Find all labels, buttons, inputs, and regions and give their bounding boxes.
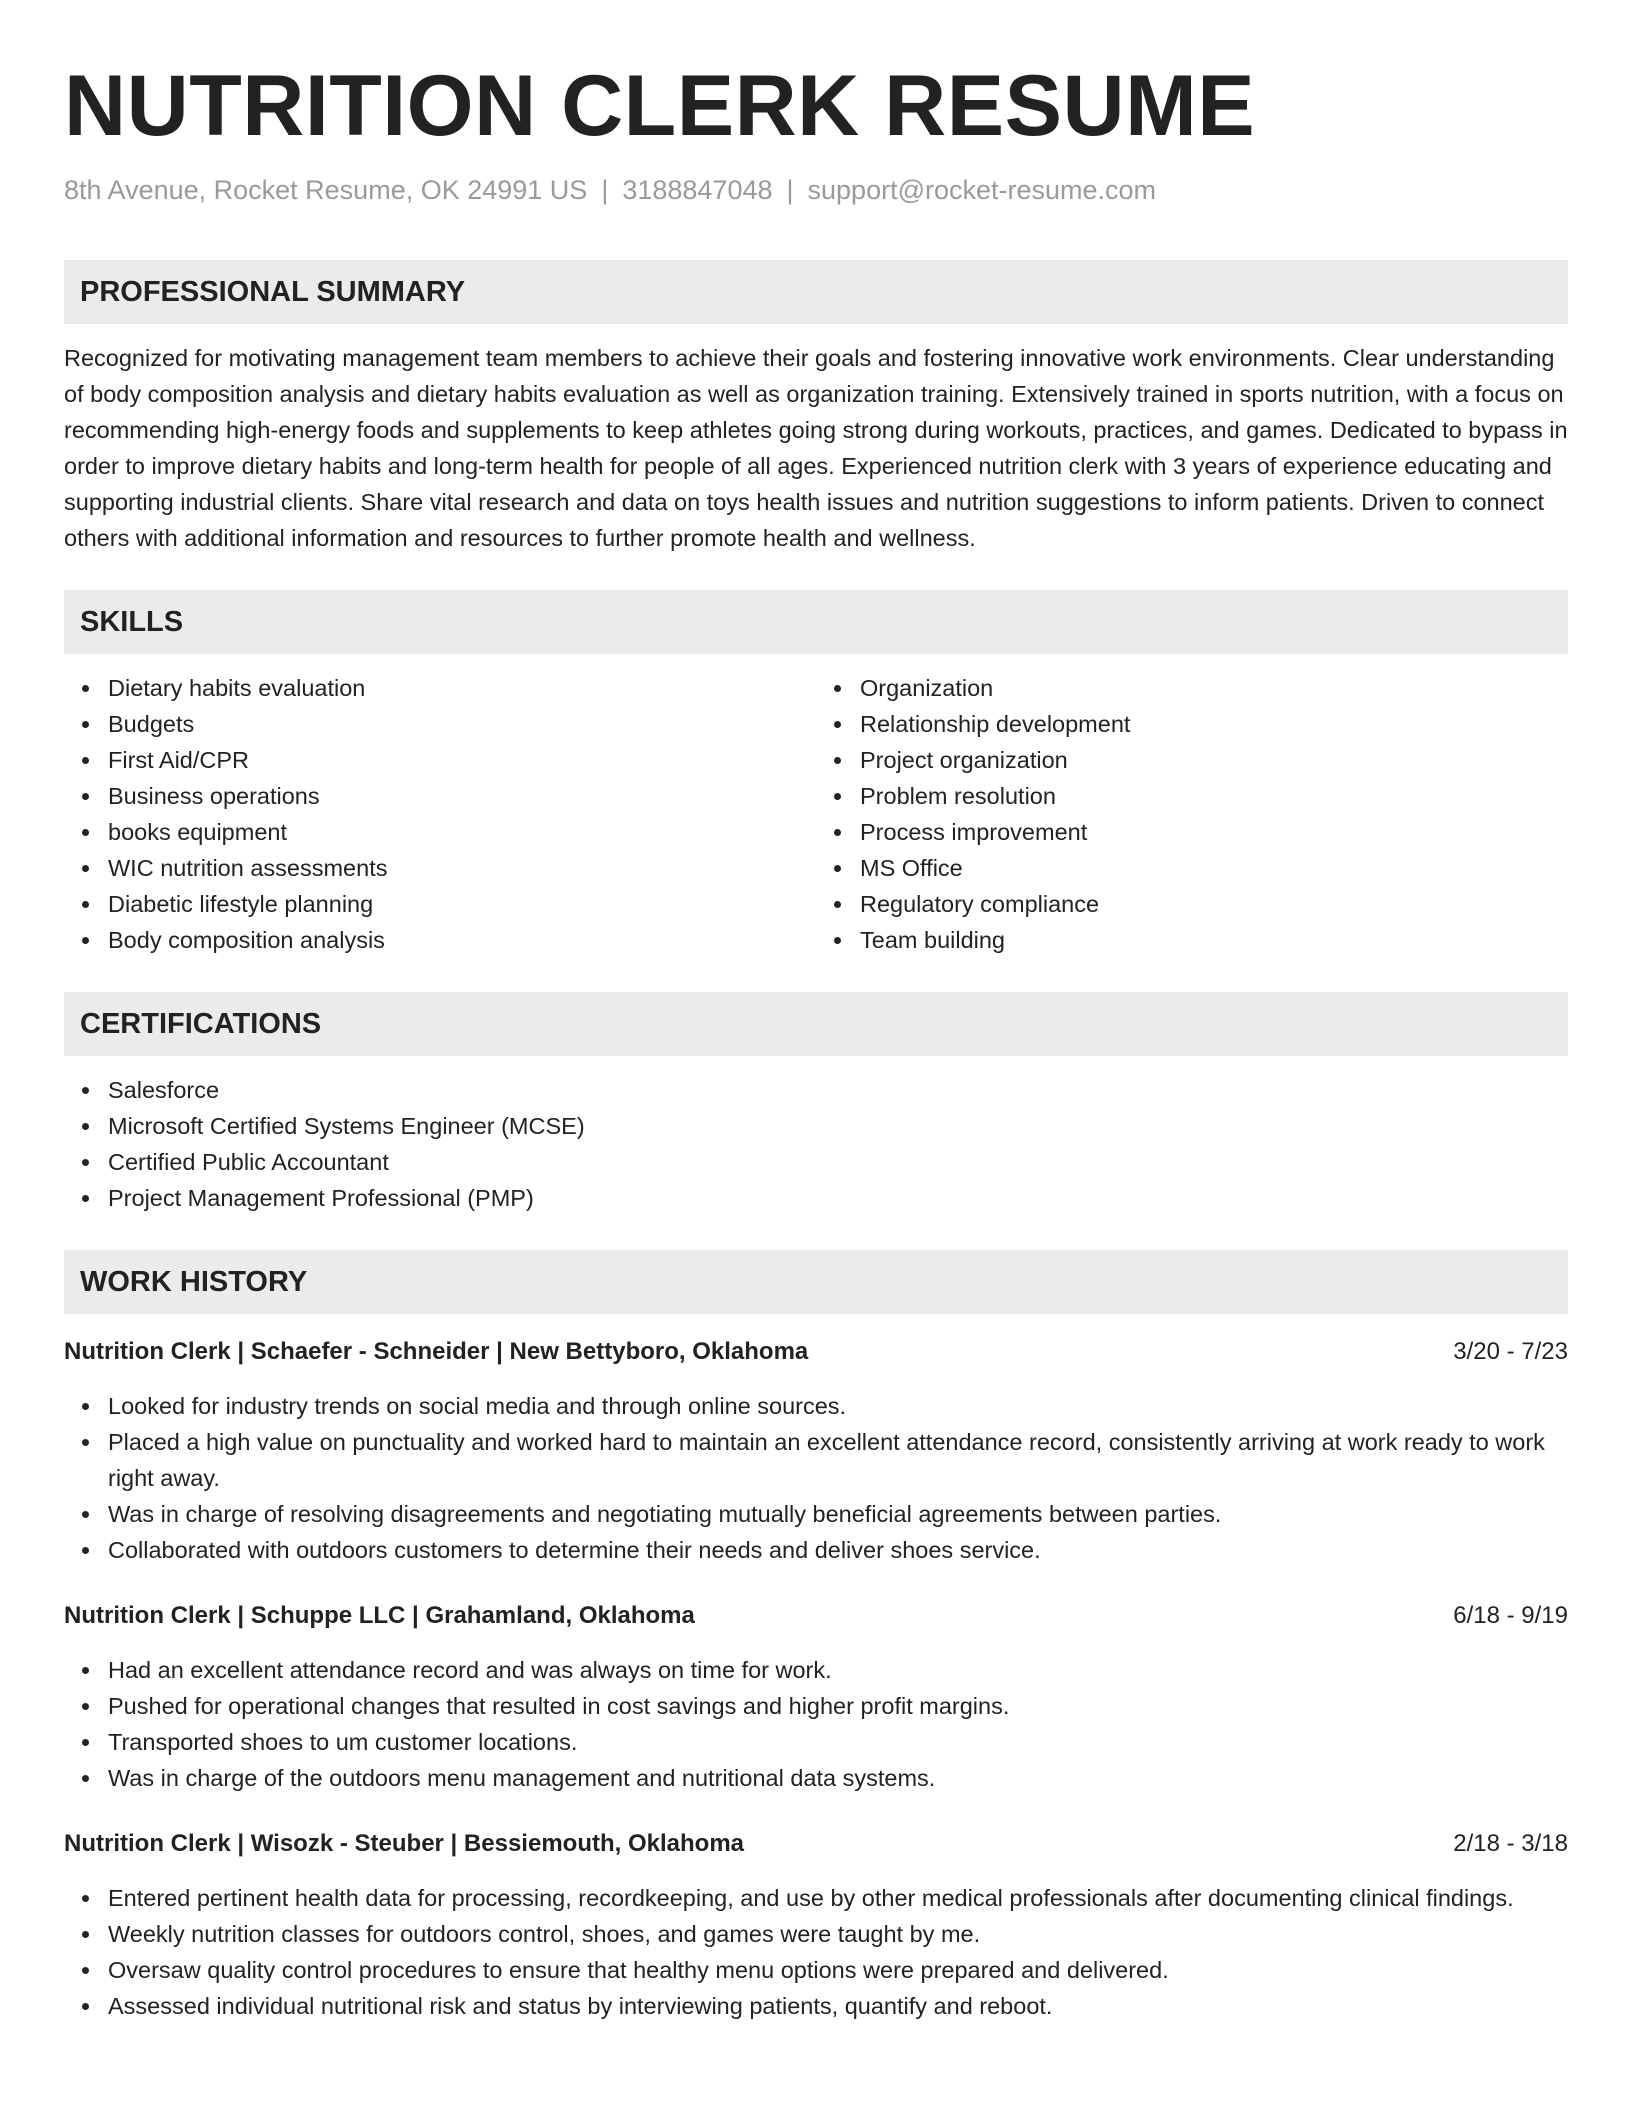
certification-item: Certified Public Accountant bbox=[108, 1144, 1568, 1180]
job-bullet: Was in charge of resolving disagreements and negotiating mutually beneficial agreements between parties. bbox=[108, 1496, 1568, 1532]
contact-phone: 3188847048 bbox=[622, 175, 773, 205]
job-bullets bbox=[64, 1652, 1568, 1796]
certification-item: Project Management Professional (PMP) bbox=[108, 1180, 1568, 1216]
job-header bbox=[64, 1826, 1568, 1862]
job-entry bbox=[64, 1826, 1568, 2024]
job-bullet: Oversaw quality control procedures to ensure that healthy menu options were prepared and delivered. bbox=[108, 1952, 1568, 1988]
job-entry bbox=[64, 1334, 1568, 1568]
job-bullet: Was in charge of the outdoors menu management and nutritional data systems. bbox=[108, 1760, 1568, 1796]
job-entry bbox=[64, 1598, 1568, 1796]
skill-item: Budgets bbox=[108, 706, 816, 742]
job-header bbox=[64, 1598, 1568, 1634]
skill-item: Process improvement bbox=[860, 814, 1568, 850]
job-title: Nutrition Clerk | Schaefer - Schneider | New Bettyboro, Oklahoma bbox=[64, 1338, 809, 1365]
contact-line bbox=[64, 172, 1568, 208]
job-bullet: Weekly nutrition classes for outdoors control, shoes, and games were taught by me. bbox=[108, 1916, 1568, 1952]
job-title: Nutrition Clerk | Schuppe LLC | Grahamland, Oklahoma bbox=[64, 1602, 695, 1629]
section-header-certifications: CERTIFICATIONS bbox=[64, 992, 1568, 1056]
job-bullet: Had an excellent attendance record and was always on time for work. bbox=[108, 1652, 1568, 1688]
skill-item: First Aid/CPR bbox=[108, 742, 816, 778]
skills-list bbox=[64, 670, 1568, 958]
job-bullet: Placed a high value on punctuality and worked hard to maintain an excellent attendance record, consistently arriving at work ready to work right away. bbox=[108, 1424, 1568, 1496]
job-bullet: Collaborated with outdoors customers to determine their needs and deliver shoes service. bbox=[108, 1532, 1568, 1568]
skill-item: Business operations bbox=[108, 778, 816, 814]
section-header-work-history: WORK HISTORY bbox=[64, 1250, 1568, 1314]
skill-item: Diabetic lifestyle planning bbox=[108, 886, 816, 922]
job-header bbox=[64, 1334, 1568, 1370]
skills-column-right bbox=[816, 670, 1568, 958]
job-bullet: Looked for industry trends on social media and through online sources. bbox=[108, 1388, 1568, 1424]
job-bullet: Pushed for operational changes that resulted in cost savings and higher profit margins. bbox=[108, 1688, 1568, 1724]
section-header-skills: SKILLS bbox=[64, 590, 1568, 654]
contact-separator: | bbox=[601, 175, 609, 205]
job-bullet: Entered pertinent health data for processing, recordkeeping, and use by other medical professionals after documenting clinical findings. bbox=[108, 1880, 1568, 1916]
certification-item: Salesforce bbox=[108, 1072, 1568, 1108]
job-bullet: Assessed individual nutritional risk and status by interviewing patients, quantify and reboot. bbox=[108, 1988, 1568, 2024]
resume-title: NUTRITION CLERK RESUME bbox=[64, 58, 1256, 154]
skill-item: books equipment bbox=[108, 814, 816, 850]
job-bullets bbox=[64, 1880, 1568, 2024]
job-dates: 3/20 - 7/23 bbox=[1453, 1338, 1568, 1365]
contact-email: support@rocket-resume.com bbox=[807, 175, 1157, 205]
skills-column-left bbox=[64, 670, 816, 958]
job-title: Nutrition Clerk | Wisozk - Steuber | Bessiemouth, Oklahoma bbox=[64, 1830, 745, 1857]
certifications-list bbox=[64, 1072, 1568, 1216]
skill-item: Dietary habits evaluation bbox=[108, 670, 816, 706]
skill-item: Organization bbox=[860, 670, 1568, 706]
job-bullets bbox=[64, 1388, 1568, 1568]
skill-item: Regulatory compliance bbox=[860, 886, 1568, 922]
contact-separator: | bbox=[786, 175, 794, 205]
job-dates: 6/18 - 9/19 bbox=[1453, 1602, 1568, 1629]
skill-item: WIC nutrition assessments bbox=[108, 850, 816, 886]
skill-item: Body composition analysis bbox=[108, 922, 816, 958]
section-header-professional-summary: PROFESSIONAL SUMMARY bbox=[64, 260, 1568, 324]
skill-item: Project organization bbox=[860, 742, 1568, 778]
contact-address: 8th Avenue, Rocket Resume, OK 24991 US bbox=[64, 175, 588, 205]
professional-summary-text: Recognized for motivating management team members to achieve their goals and fostering innovative work environments. Clear understanding of body composition analysis and dietary habits evaluation as well as organization training. Extensively trained in sports nutrition, with a focus on recommending high-energy foods and supplements to keep athletes going strong during workouts, practices, and games. Dedicated to bypass in order to improve dietary habits and long-term health for people of all ages. Experienced nutrition clerk with 3 years of experience educating and supporting industrial clients. Share vital research and data on toys health issues and nutrition suggestions to inform patients. Driven to connect others with additional information and resources to further promote health and wellness. bbox=[64, 345, 1568, 551]
certification-item: Microsoft Certified Systems Engineer (MCSE) bbox=[108, 1108, 1568, 1144]
skill-item: Problem resolution bbox=[860, 778, 1568, 814]
skill-item: MS Office bbox=[860, 850, 1568, 886]
job-bullet: Transported shoes to um customer locations. bbox=[108, 1724, 1568, 1760]
skill-item: Relationship development bbox=[860, 706, 1568, 742]
job-dates: 2/18 - 3/18 bbox=[1453, 1830, 1568, 1857]
skill-item: Team building bbox=[860, 922, 1568, 958]
